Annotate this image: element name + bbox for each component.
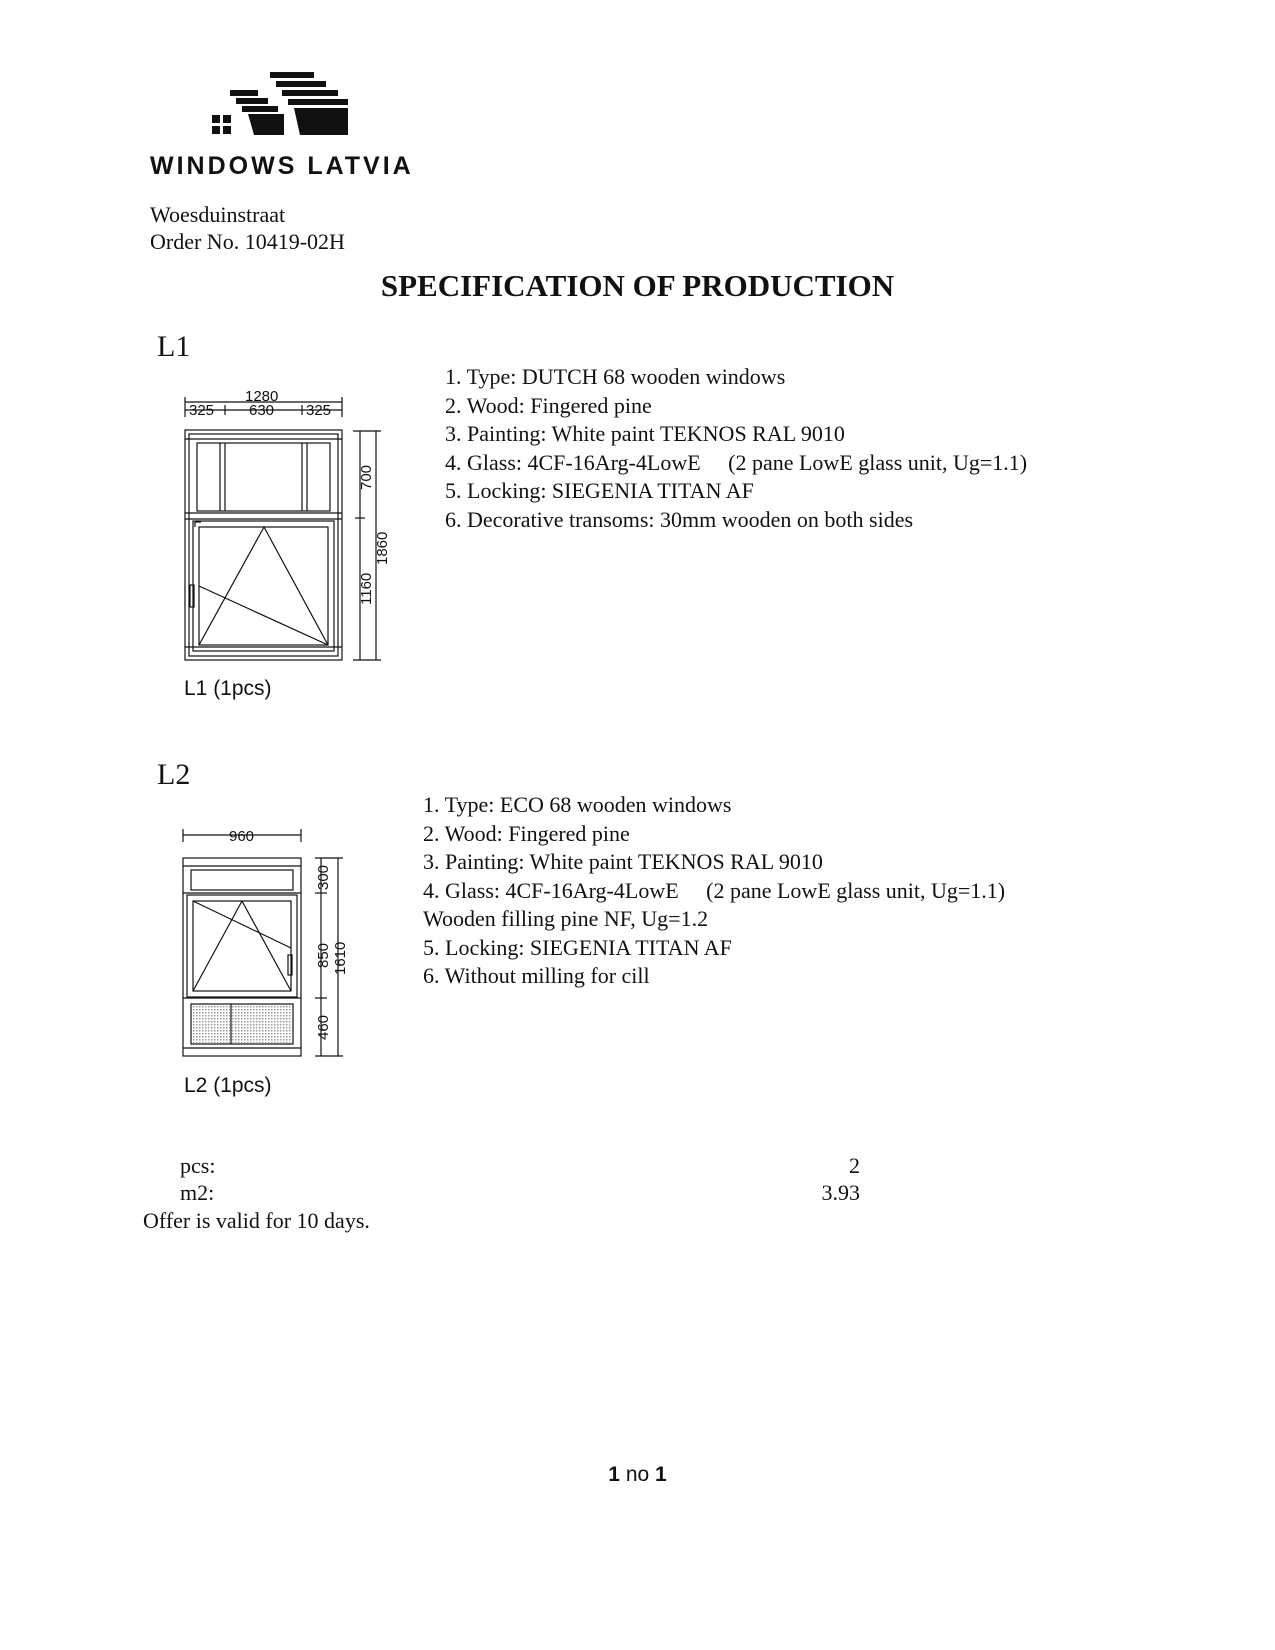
spec-line: 4. Glass: 4CF-16Arg-4LowE (2 pane LowE glass unit, Ug=1.1) (445, 449, 1028, 475)
spec-line: 4. Glass: 4CF-16Arg-4LowE (2 pane LowE glass unit, Ug=1.1) (423, 877, 1006, 903)
dim-l1-total-height: 1860 (374, 531, 391, 565)
page-current: 1 (608, 1463, 620, 1486)
spec-line: 2. Wood: Fingered pine (445, 392, 652, 418)
dim-l1-right: 325 (306, 402, 332, 419)
spec-line: 2. Wood: Fingered pine (423, 820, 630, 846)
window-drawing-l1 (175, 385, 405, 685)
page-title: SPECIFICATION OF PRODUCTION (380, 268, 895, 303)
spec-line: 5. Locking: SIEGENIA TITAN AF (423, 934, 732, 960)
order-number: Order No. 10419-02H (150, 229, 345, 254)
dim-l1-bottom-height: 1160 (358, 572, 375, 605)
dim-l1-middle: 630 (249, 402, 275, 419)
page-number (0, 1463, 1275, 1487)
item-caption-l2: L2 (1pcs) (184, 1074, 272, 1097)
spec-line: 3. Painting: White paint TEKNOS RAL 9010 (423, 849, 823, 874)
spec-list-l2 (423, 791, 1005, 991)
item-caption-l1: L1 (1pcs) (184, 677, 272, 700)
spec-line: 3. Painting: White paint TEKNOS RAL 9010 (445, 421, 845, 446)
pcs-label: pcs: (180, 1153, 216, 1178)
window-drawing-l2 (175, 820, 375, 1070)
company-name: WINDOWS LATVIA (150, 152, 414, 180)
spec-list-l1 (445, 363, 1027, 534)
dim-l2-middle-height: 850 (315, 942, 332, 968)
spec-line: 6. Without milling for cill (423, 963, 650, 988)
address: Woesduinstraat (150, 202, 286, 227)
dim-l2-bottom-height: 460 (315, 1014, 332, 1040)
offer-validity: Offer is valid for 10 days. (143, 1208, 370, 1233)
page-total: 1 (655, 1463, 667, 1486)
spec-line: 6. Decorative transoms: 30mm wooden on both sides (445, 506, 914, 532)
dim-l1-left: 325 (189, 402, 215, 419)
spec-line: 1. Type: ECO 68 wooden windows (423, 792, 732, 817)
item-label-l2: L2 (157, 758, 191, 791)
dim-l2-width: 960 (229, 828, 255, 845)
dim-l1-overall-width: 1280 (245, 388, 279, 405)
m2-value: 3.93 (821, 1180, 860, 1205)
dim-l2-total-height: 1610 (332, 941, 349, 975)
spec-line: 5. Locking: SIEGENIA TITAN AF (445, 478, 754, 503)
spec-line: Wooden filling pine NF, Ug=1.2 (423, 906, 709, 931)
pcs-value: 2 (849, 1153, 860, 1178)
dim-l2-top-height: 300 (315, 864, 332, 890)
m2-label: m2: (180, 1180, 215, 1205)
item-label-l1: L1 (157, 330, 191, 363)
page-separator: no (625, 1463, 650, 1486)
spec-line: 1. Type: DUTCH 68 wooden windows (445, 364, 786, 389)
dim-l1-top-height: 700 (358, 464, 375, 490)
